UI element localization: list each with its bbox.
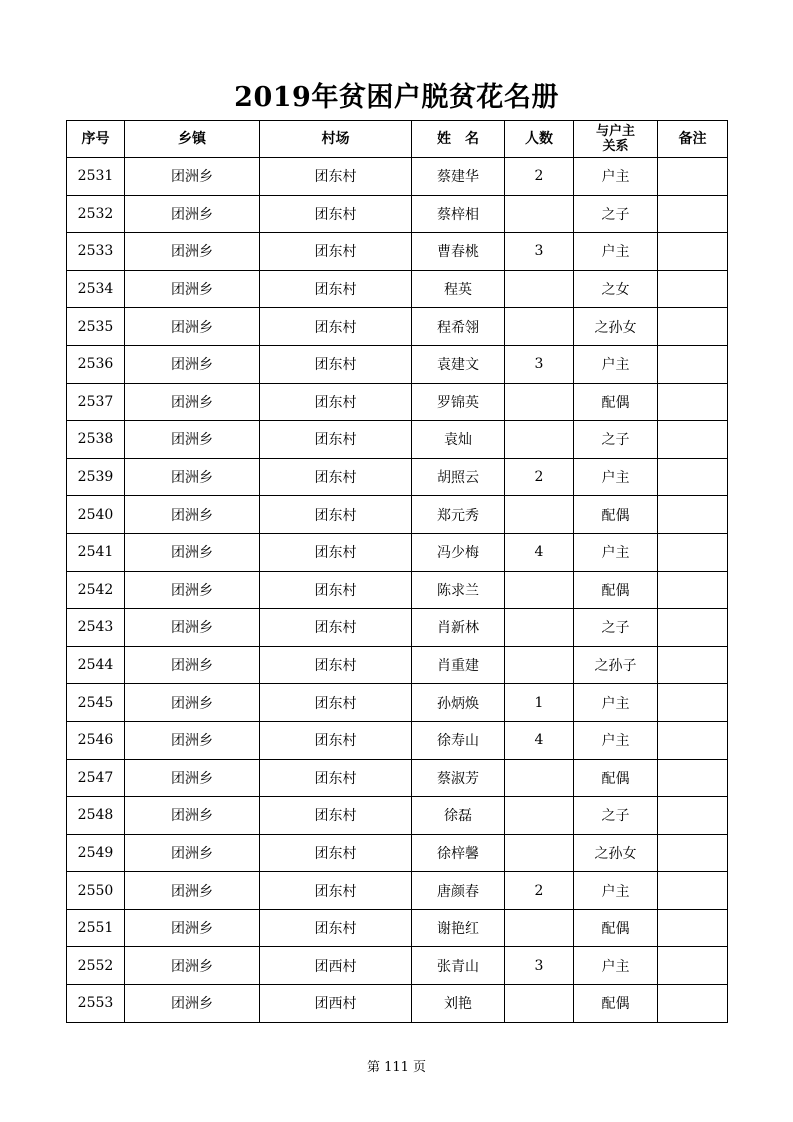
table-row — [67, 458, 728, 496]
cell-seq: 2544 — [67, 646, 125, 684]
cell-town: 团洲乡 — [125, 421, 260, 459]
cell-name: 曹春桃 — [412, 233, 505, 271]
cell-relation: 之子 — [574, 609, 658, 647]
cell-village: 团东村 — [260, 609, 412, 647]
cell-relation: 户主 — [574, 684, 658, 722]
cell-seq: 2533 — [67, 233, 125, 271]
cell-town: 团洲乡 — [125, 345, 260, 383]
table-row — [67, 308, 728, 346]
cell-relation: 户主 — [574, 458, 658, 496]
table-row — [67, 834, 728, 872]
cell-seq: 2537 — [67, 383, 125, 421]
cell-count — [505, 421, 574, 459]
cell-remark — [658, 270, 728, 308]
cell-relation: 配偶 — [574, 383, 658, 421]
cell-town: 团洲乡 — [125, 797, 260, 835]
cell-town: 团洲乡 — [125, 872, 260, 910]
cell-name: 唐颜春 — [412, 872, 505, 910]
cell-town: 团洲乡 — [125, 195, 260, 233]
cell-village: 团东村 — [260, 233, 412, 271]
cell-count — [505, 985, 574, 1023]
cell-town: 团洲乡 — [125, 533, 260, 571]
cell-name: 胡照云 — [412, 458, 505, 496]
cell-relation: 配偶 — [574, 496, 658, 534]
table-row — [67, 646, 728, 684]
cell-remark — [658, 233, 728, 271]
cell-seq: 2531 — [67, 158, 125, 196]
cell-town: 团洲乡 — [125, 947, 260, 985]
table-row — [67, 909, 728, 947]
cell-relation: 之女 — [574, 270, 658, 308]
cell-seq: 2551 — [67, 909, 125, 947]
cell-town: 团洲乡 — [125, 496, 260, 534]
table-row — [67, 571, 728, 609]
cell-name: 冯少梅 — [412, 533, 505, 571]
cell-name: 蔡梓相 — [412, 195, 505, 233]
cell-seq: 2547 — [67, 759, 125, 797]
cell-count — [505, 270, 574, 308]
cell-seq: 2553 — [67, 985, 125, 1023]
cell-relation: 之子 — [574, 797, 658, 835]
cell-seq: 2550 — [67, 872, 125, 910]
cell-village: 团东村 — [260, 345, 412, 383]
cell-relation: 配偶 — [574, 759, 658, 797]
cell-relation: 之子 — [574, 421, 658, 459]
cell-relation: 户主 — [574, 533, 658, 571]
table-row — [67, 383, 728, 421]
cell-relation: 之孙子 — [574, 646, 658, 684]
cell-count — [505, 609, 574, 647]
cell-village: 团东村 — [260, 496, 412, 534]
header-relation — [574, 121, 658, 158]
cell-town: 团洲乡 — [125, 759, 260, 797]
cell-name: 罗锦英 — [412, 383, 505, 421]
table-row — [67, 759, 728, 797]
cell-remark — [658, 947, 728, 985]
cell-town: 团洲乡 — [125, 383, 260, 421]
table-row — [67, 609, 728, 647]
cell-name: 袁建文 — [412, 345, 505, 383]
cell-remark — [658, 158, 728, 196]
cell-village: 团东村 — [260, 533, 412, 571]
cell-name: 徐寿山 — [412, 721, 505, 759]
cell-relation: 之孙女 — [574, 834, 658, 872]
cell-seq: 2548 — [67, 797, 125, 835]
cell-count: 3 — [505, 233, 574, 271]
cell-seq: 2546 — [67, 721, 125, 759]
cell-count — [505, 909, 574, 947]
cell-remark — [658, 909, 728, 947]
cell-remark — [658, 308, 728, 346]
cell-name: 程希翎 — [412, 308, 505, 346]
table-row — [67, 195, 728, 233]
cell-town: 团洲乡 — [125, 158, 260, 196]
cell-name: 张青山 — [412, 947, 505, 985]
cell-count — [505, 383, 574, 421]
cell-remark — [658, 421, 728, 459]
cell-seq: 2542 — [67, 571, 125, 609]
cell-relation: 之孙女 — [574, 308, 658, 346]
cell-remark — [658, 458, 728, 496]
cell-remark — [658, 383, 728, 421]
table-row — [67, 721, 728, 759]
header-relation-line1: 与户主 — [595, 124, 635, 139]
cell-town: 团洲乡 — [125, 909, 260, 947]
cell-relation: 户主 — [574, 721, 658, 759]
table-row — [67, 947, 728, 985]
cell-count — [505, 308, 574, 346]
cell-town: 团洲乡 — [125, 834, 260, 872]
cell-remark — [658, 834, 728, 872]
cell-town: 团洲乡 — [125, 308, 260, 346]
cell-remark — [658, 496, 728, 534]
cell-town: 团洲乡 — [125, 233, 260, 271]
header-seq: 序号 — [67, 121, 125, 158]
cell-village: 团东村 — [260, 421, 412, 459]
cell-count: 1 — [505, 684, 574, 722]
cell-town: 团洲乡 — [125, 609, 260, 647]
cell-seq: 2535 — [67, 308, 125, 346]
cell-count: 2 — [505, 458, 574, 496]
cell-seq: 2538 — [67, 421, 125, 459]
table-row — [67, 985, 728, 1023]
header-count: 人数 — [505, 121, 574, 158]
cell-seq: 2549 — [67, 834, 125, 872]
cell-village: 团东村 — [260, 158, 412, 196]
cell-name: 郑元秀 — [412, 496, 505, 534]
cell-remark — [658, 759, 728, 797]
cell-relation: 配偶 — [574, 985, 658, 1023]
cell-count — [505, 496, 574, 534]
cell-count — [505, 834, 574, 872]
cell-relation: 配偶 — [574, 571, 658, 609]
header-remark: 备注 — [658, 121, 728, 158]
cell-name: 徐磊 — [412, 797, 505, 835]
table-row — [67, 684, 728, 722]
cell-village: 团东村 — [260, 909, 412, 947]
cell-remark — [658, 721, 728, 759]
cell-count: 3 — [505, 947, 574, 985]
header-village: 村场 — [260, 121, 412, 158]
cell-relation: 户主 — [574, 158, 658, 196]
cell-village: 团东村 — [260, 759, 412, 797]
cell-town: 团洲乡 — [125, 646, 260, 684]
cell-village: 团东村 — [260, 270, 412, 308]
table-row — [67, 533, 728, 571]
cell-count: 2 — [505, 158, 574, 196]
cell-seq: 2545 — [67, 684, 125, 722]
cell-remark — [658, 195, 728, 233]
cell-village: 团东村 — [260, 797, 412, 835]
cell-seq: 2552 — [67, 947, 125, 985]
cell-name: 陈求兰 — [412, 571, 505, 609]
cell-name: 肖重建 — [412, 646, 505, 684]
roster-body — [67, 158, 728, 1023]
document-title: 2019年贫困户脱贫花名册 — [234, 82, 559, 113]
header-name: 姓 名 — [412, 121, 505, 158]
cell-seq: 2536 — [67, 345, 125, 383]
cell-count — [505, 195, 574, 233]
cell-town: 团洲乡 — [125, 721, 260, 759]
header-row — [67, 121, 728, 158]
header-town: 乡镇 — [125, 121, 260, 158]
table-row — [67, 233, 728, 271]
cell-seq: 2540 — [67, 496, 125, 534]
cell-count — [505, 759, 574, 797]
cell-remark — [658, 609, 728, 647]
cell-relation: 配偶 — [574, 909, 658, 947]
cell-seq: 2543 — [67, 609, 125, 647]
cell-seq: 2539 — [67, 458, 125, 496]
table-row — [67, 158, 728, 196]
table-row — [67, 496, 728, 534]
cell-name: 孙炳焕 — [412, 684, 505, 722]
cell-town: 团洲乡 — [125, 684, 260, 722]
table-row — [67, 421, 728, 459]
cell-town: 团洲乡 — [125, 985, 260, 1023]
cell-count: 3 — [505, 345, 574, 383]
table-row — [67, 872, 728, 910]
cell-count: 4 — [505, 533, 574, 571]
cell-count — [505, 646, 574, 684]
cell-town: 团洲乡 — [125, 458, 260, 496]
cell-village: 团东村 — [260, 458, 412, 496]
cell-count: 2 — [505, 872, 574, 910]
cell-count: 4 — [505, 721, 574, 759]
cell-name: 蔡建华 — [412, 158, 505, 196]
roster-table — [66, 120, 728, 1023]
cell-seq: 2541 — [67, 533, 125, 571]
cell-name: 谢艳红 — [412, 909, 505, 947]
cell-relation: 户主 — [574, 345, 658, 383]
cell-seq: 2532 — [67, 195, 125, 233]
cell-relation: 户主 — [574, 872, 658, 910]
cell-relation: 之子 — [574, 195, 658, 233]
cell-name: 蔡淑芳 — [412, 759, 505, 797]
cell-town: 团洲乡 — [125, 571, 260, 609]
cell-village: 团西村 — [260, 985, 412, 1023]
cell-relation: 户主 — [574, 233, 658, 271]
cell-name: 袁灿 — [412, 421, 505, 459]
cell-name: 刘艳 — [412, 985, 505, 1023]
cell-remark — [658, 533, 728, 571]
table-row — [67, 345, 728, 383]
cell-village: 团东村 — [260, 684, 412, 722]
page-number: 第 111 页 — [366, 1060, 427, 1075]
cell-town: 团洲乡 — [125, 270, 260, 308]
cell-remark — [658, 797, 728, 835]
cell-remark — [658, 684, 728, 722]
cell-count — [505, 797, 574, 835]
cell-name: 程英 — [412, 270, 505, 308]
cell-remark — [658, 571, 728, 609]
cell-village: 团东村 — [260, 308, 412, 346]
cell-remark — [658, 646, 728, 684]
cell-village: 团西村 — [260, 947, 412, 985]
cell-village: 团东村 — [260, 195, 412, 233]
cell-remark — [658, 872, 728, 910]
cell-name: 徐梓馨 — [412, 834, 505, 872]
table-row — [67, 797, 728, 835]
cell-village: 团东村 — [260, 834, 412, 872]
cell-name: 肖新林 — [412, 609, 505, 647]
cell-remark — [658, 345, 728, 383]
cell-village: 团东村 — [260, 872, 412, 910]
cell-remark — [658, 985, 728, 1023]
cell-village: 团东村 — [260, 721, 412, 759]
cell-village: 团东村 — [260, 646, 412, 684]
table-row — [67, 270, 728, 308]
cell-seq: 2534 — [67, 270, 125, 308]
cell-relation: 户主 — [574, 947, 658, 985]
cell-village: 团东村 — [260, 571, 412, 609]
cell-village: 团东村 — [260, 383, 412, 421]
header-relation-line2: 关系 — [602, 139, 629, 154]
cell-count — [505, 571, 574, 609]
